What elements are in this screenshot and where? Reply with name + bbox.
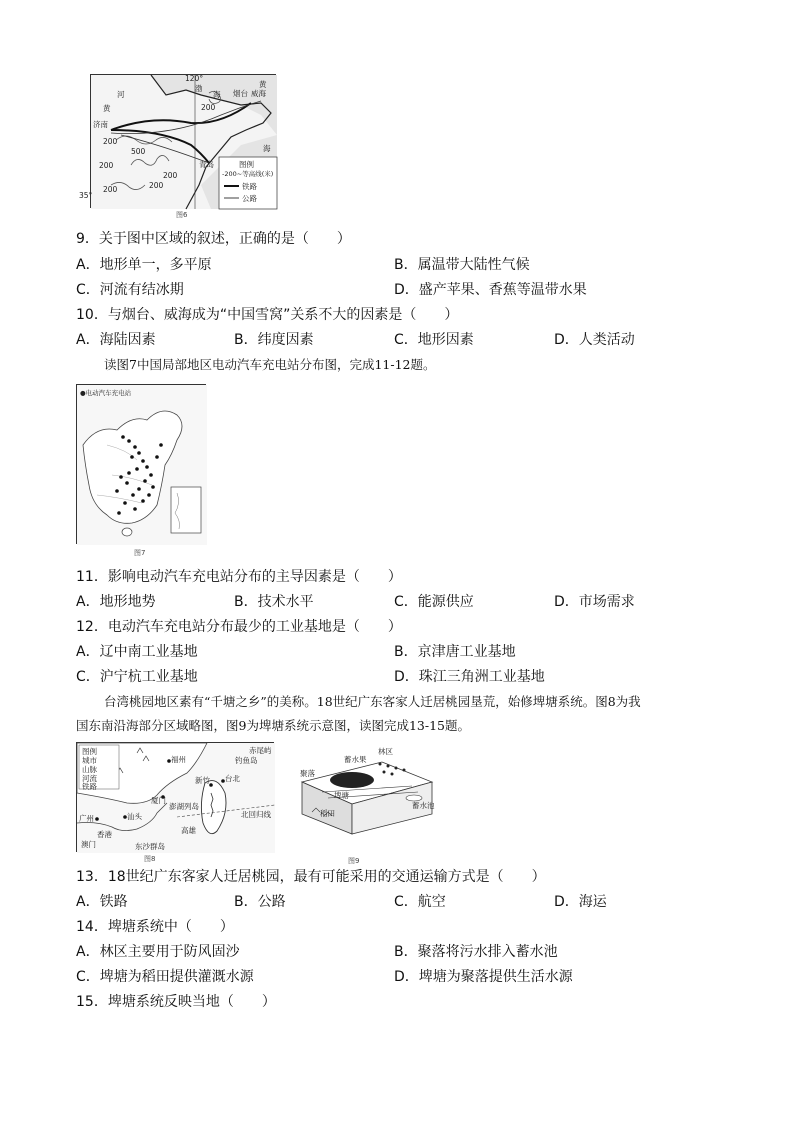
q12-option-d: D．珠江三角洲工业基地 xyxy=(394,669,545,685)
q9-option-c: C．河流有结冰期 xyxy=(76,282,184,298)
q14-option-d: D．埤塘为聚落提供生活水源 xyxy=(394,969,573,985)
fig8-place-gaoxiong: 高雄 xyxy=(181,826,196,835)
fig9-caption: 图9 xyxy=(348,857,360,865)
fig8-legend-title: 图例 xyxy=(82,747,97,756)
fig9-field-label: 稻田 xyxy=(320,809,335,818)
intro-fig8-line2: 国东南沿海部分区域略图，图9为埤塘系统示意图，读图完成13-15题。 xyxy=(76,718,470,733)
fig6-contour-label-2: 200 xyxy=(99,161,114,170)
fig7-legend: ●电动汽车充电站 xyxy=(80,389,132,397)
south-china-sea-inset xyxy=(171,487,201,533)
q12-stem: 12．电动汽车充电站分布最少的工业基地是（ ） xyxy=(76,619,402,635)
fig6-legend-title: 图例 xyxy=(239,160,254,169)
q11-option-b: B．技术水平 xyxy=(234,594,314,610)
fig6-river-he: 河 xyxy=(117,90,125,99)
fig8-place-penghu: 澎湖列岛 xyxy=(169,802,199,811)
fig8-place-dongsha: 东沙群岛 xyxy=(135,842,165,851)
fig8-city-fuzhou: 福州 xyxy=(171,755,186,764)
fig6-hai2-label: 海 xyxy=(263,144,271,153)
q14-option-b: B．聚落将污水排入蓄水池 xyxy=(394,944,558,960)
fig6-legend-rail: 铁路 xyxy=(242,182,257,191)
fig6-huang-sea-label: 黄 xyxy=(259,80,267,89)
figure-7-map xyxy=(76,384,206,544)
fig9-forest-label: 林区 xyxy=(378,747,393,756)
q9-option-d: D．盛产苹果、香蕉等温带水果 xyxy=(394,282,587,298)
figure-9-diagram xyxy=(292,742,440,852)
q13-option-d: D．海运 xyxy=(554,894,607,910)
fig6-legend-contour: -200~等高线(米) xyxy=(222,170,274,178)
fig8-place-beihuigui: 北回归线 xyxy=(241,810,271,819)
q11-option-c: C．能源供应 xyxy=(394,594,474,610)
fig6-contour-label-500: 500 xyxy=(131,147,146,156)
q10-option-d: D．人类活动 xyxy=(554,332,635,348)
fig6-hai-label: 海 xyxy=(213,90,221,99)
fig6-caption: 图6 xyxy=(176,211,188,219)
q14-option-c: C．埤塘为稻田提供灌溉水源 xyxy=(76,969,254,985)
hainan-island xyxy=(122,528,132,536)
fig6-city-qingdao: 青岛 xyxy=(199,160,214,169)
fig8-place-xianggang: 香港 xyxy=(97,830,112,839)
fig8-legend-rail: 铁路 xyxy=(82,782,97,791)
q11-option-d: D．市场需求 xyxy=(554,594,635,610)
fig6-river-huang: 黄 xyxy=(103,104,111,113)
q10-option-b: B．纬度因素 xyxy=(234,332,314,348)
fig8-city-guangzhou: 广州 xyxy=(79,814,94,823)
q13-stem: 13．18世纪广东客家人迁居桃园，最有可能采用的交通运输方式是（ ） xyxy=(76,869,546,885)
fig8-city-xiamen: 厦门 xyxy=(151,796,166,805)
q9-option-b: B．属温带大陆性气候 xyxy=(394,257,530,273)
fig8-legend-river: 河流 xyxy=(82,774,97,783)
fig6-lon-label: 120° xyxy=(185,74,204,83)
q12-option-a: A．辽中南工业基地 xyxy=(76,644,198,660)
q10-option-c: C．地形因素 xyxy=(394,332,474,348)
fig6-city-yantai: 烟台 xyxy=(233,89,248,98)
intro-fig8-line1: 台湾桃园地区素有“千塘之乡”的美称。18世纪广东客家人迁居桃园垦荒，始修埤塘系统。图8为我 xyxy=(104,694,641,709)
figure-6-map xyxy=(79,74,276,208)
q13-option-a: A．铁路 xyxy=(76,894,128,910)
q12-option-b: B．京津唐工业基地 xyxy=(394,644,516,660)
fig8-caption: 图8 xyxy=(144,855,156,863)
fig8-place-diaoyu: 钓鱼岛 xyxy=(235,756,258,765)
fig7-caption: 图7 xyxy=(134,549,146,557)
fig6-city-jinan: 济南 xyxy=(93,120,108,129)
fig8-place-chiwei: 赤尾屿 xyxy=(249,746,272,755)
fig6-contour-label-6: 200 xyxy=(201,103,216,112)
fig8-city-xinzhu: 新竹 xyxy=(195,776,210,785)
fig9-settlement-label: 聚落 xyxy=(300,769,315,778)
q14-stem: 14．埤塘系统中（ ） xyxy=(76,919,234,935)
fig6-contour-label: 200 xyxy=(103,137,118,146)
fig6-contour-label-3: 200 xyxy=(103,185,118,194)
q13-option-c: C．航空 xyxy=(394,894,446,910)
fig9-reservoir-label: 蓄水池 xyxy=(412,801,435,810)
figure-8-map xyxy=(76,742,274,852)
fig6-contour-label-5: 200 xyxy=(163,171,178,180)
figure-7-svg xyxy=(77,385,207,545)
fig6-lat-label: 35° xyxy=(79,191,93,200)
q9-stem: 9．关于图中区域的叙述，正确的是（ ） xyxy=(76,231,351,247)
fig8-place-aomen: 澳门 xyxy=(81,840,96,849)
q12-option-c: C．沪宁杭工业基地 xyxy=(76,669,198,685)
fig9-orchard-label: 蓄水果 xyxy=(344,755,367,764)
fig6-legend-road: 公路 xyxy=(242,194,257,203)
q14-option-a: A．林区主要用于防风固沙 xyxy=(76,944,240,960)
fig8-city-taibei: 台北 xyxy=(225,774,240,783)
q9-option-a: A．地形单一，多平原 xyxy=(76,257,212,273)
settlement-block xyxy=(330,772,374,788)
q11-option-a: A．地形地势 xyxy=(76,594,156,610)
q13-option-b: B．公路 xyxy=(234,894,286,910)
fig8-city-shantou: 汕头 xyxy=(127,812,142,821)
q10-stem: 10．与烟台、威海成为“中国雪窝”关系不大的因素是（ ） xyxy=(76,307,459,323)
fig6-bo-label: 渤 xyxy=(195,84,203,93)
q11-stem: 11．影响电动汽车充电站分布的主导因素是（ ） xyxy=(76,569,402,585)
intro-fig7: 读图7中国局部地区电动汽车充电站分布图，完成11-12题。 xyxy=(104,357,436,372)
fig8-legend-city: 城市 xyxy=(82,756,97,765)
q15-stem: 15．埤塘系统反映当地（ ） xyxy=(76,994,276,1010)
fig8-legend-mountain: 山脉 xyxy=(82,765,97,774)
fig6-contour-label-4: 200 xyxy=(149,181,164,190)
q10-option-a: A．海陆因素 xyxy=(76,332,156,348)
fig9-pond-label: 埤塘 xyxy=(334,791,349,800)
fig6-city-weihai: 威海 xyxy=(251,89,266,98)
